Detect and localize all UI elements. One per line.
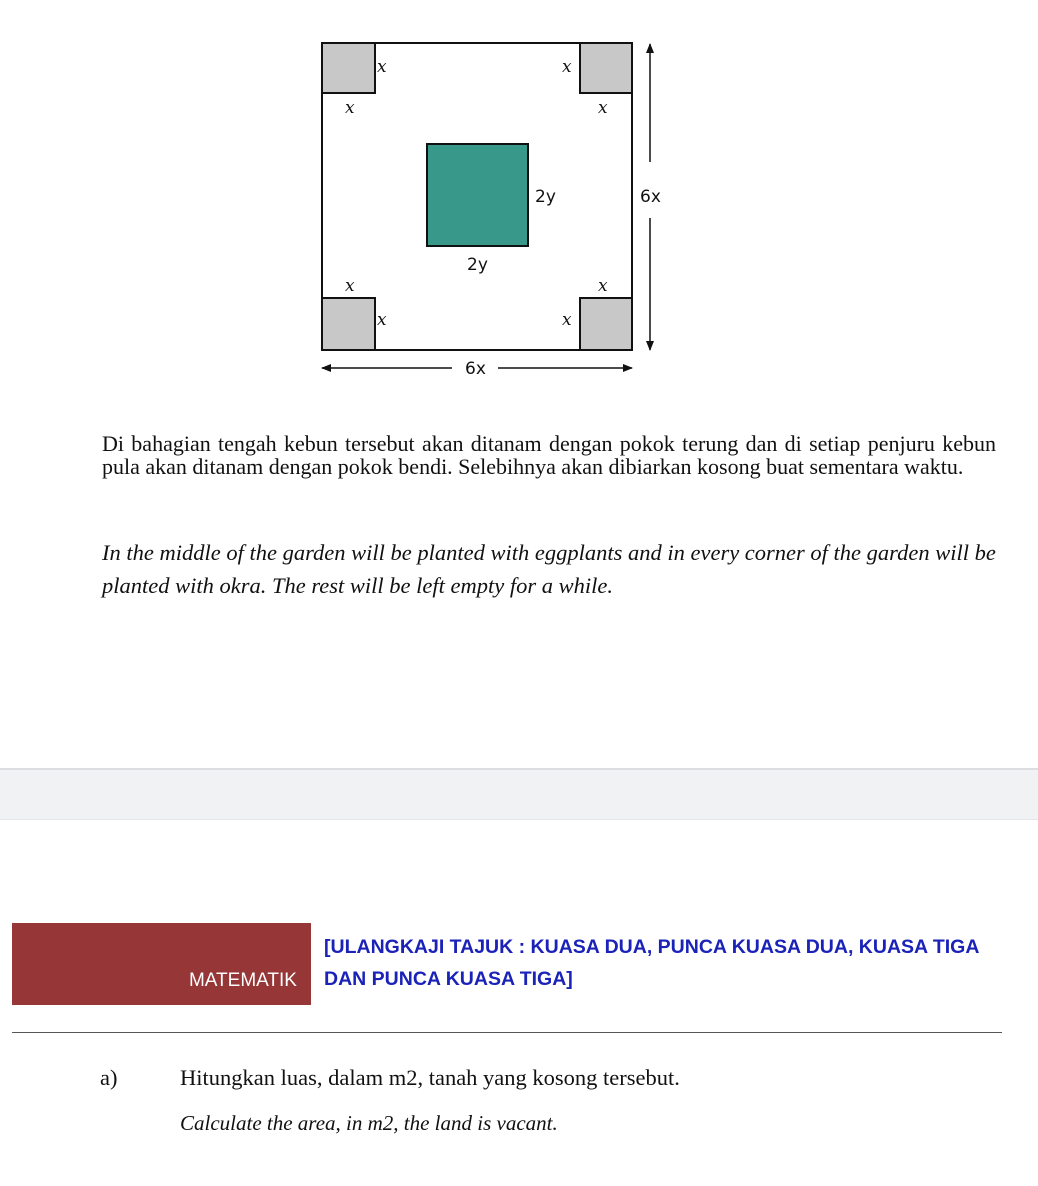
header-form: Form 3 PRA 2025 [145,1003,297,1024]
label-6x-vertical: 6x [640,187,661,207]
header-subject: MATEMATIK [188,970,297,991]
question-label: a) [100,1065,118,1090]
header-divider [12,1032,1002,1033]
label-2y-vertical: 2y [535,187,556,207]
label-x-top-left-h: x [377,57,387,77]
label-x-bottom-right-h: x [562,310,572,330]
paragraph-english: In the middle of the garden will be planted with eggplants and in every corner of the garden will be planted with okra. The rest will be left empty for a while. [102,540,996,598]
document-page-bottom [0,820,1038,1186]
label-x-top-right-v: x [598,98,608,118]
okra-plot-bottom-left [322,298,375,350]
label-2y-horizontal: 2y [467,255,488,275]
okra-plot-top-left [322,43,375,93]
paragraph-malay: Di bahagian tengah kebun tersebut akan ditanam dengan pokok terung dan di setiap penjuru kebun pula akan ditanam dengan pokok bendi. Selebihnya akan dibiarkan kosong buat sementara waktu. [102,431,996,479]
label-x-top-right-h: x [562,57,572,77]
question-text-malay: Hitungkan luas, dalam m2, tanah yang kosong tersebut. [180,1065,680,1090]
label-6x-horizontal: 6x [465,359,486,379]
label-x-bottom-left-v: x [345,276,355,296]
label-x-bottom-right-v: x [598,276,608,296]
eggplant-plot-center [427,144,528,246]
label-x-top-left-v: x [345,98,355,118]
header-subject-block [12,923,311,1024]
question-text-english: Calculate the area, in m2, the land is vacant. [180,1111,558,1135]
label-x-bottom-left-h: x [377,310,387,330]
okra-plot-bottom-right [580,298,632,350]
page-break [0,768,1038,820]
okra-plot-top-right [580,43,632,93]
header-topic: [ULANGKAJI TAJUK : KUASA DUA, PUNCA KUASA DUA, KUASA TIGA DAN PUNCA KUASA TIGA] [324,936,979,990]
garden-diagram [300,30,680,390]
